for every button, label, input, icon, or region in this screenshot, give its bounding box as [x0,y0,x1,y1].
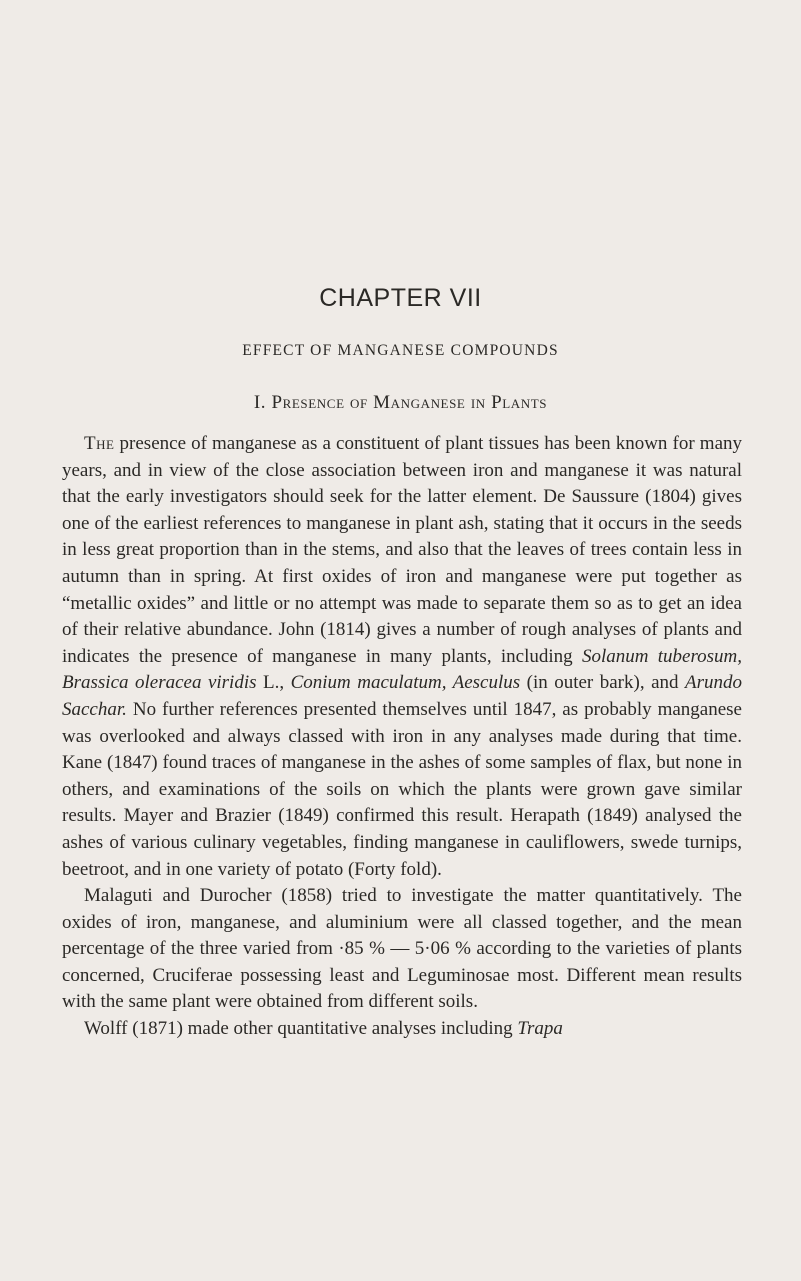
species-names: Solanum tuberosum, Brassica oleracea viridis [62,645,742,694]
chapter-title: CHAPTER VII [319,284,482,312]
species-names: Arundo Sacchar. [62,672,742,720]
species-names: Conium maculatum, Aesculus [290,672,521,694]
paragraph-3 [62,1016,742,1043]
paragraph-text: (in outer bark), and [520,672,685,694]
paragraph-2: Malaguti and Durocher (1858) tried to investigate the matter quantitatively. The oxides of iron, manganese, and aluminium were all classed together, and the mean percentage of the three varied from ·85 % — 5·06 % according to the varieties of plants concerned, Cruciferae possessing least and Leguminosae most. Different mean results with the same plant were obtained from different soils. [62,885,742,1013]
body-text [62,431,742,1043]
paragraph-text: presence of manganese as a constituent of plant tissues has been known for many years, and in view of the close association between iron and manganese it was natural that the early investigators should seek for the latter element. De Saussure (1804) gives one of the earliest references to manganese in plant ash, stating that it occurs in the seeds in less great proportion than in the stems, and also that the leaves of trees contain less in autumn than in spring. At first oxides of iron and manganese were put together as “metallic oxides” and little or no attempt was made to separate them so as to get an idea of their relative abundance. John (1814) gives a number of rough analyses of plants and indicates the presence of manganese in many plants, including [62,433,742,667]
paragraph-text: Wolff (1871) made other quantitative analyses including [84,1018,518,1040]
subsection-title: I. Presence of Manganese in Plants [253,392,548,413]
species-names: Trapa [517,1018,563,1040]
paragraph-1 [62,431,742,883]
paragraph-lead-word: The [84,433,115,454]
paragraph-text: L., [256,672,291,694]
section-title: EFFECT OF MANGANESE COMPOUNDS [242,342,559,359]
paragraph-text: No further references presented themselves until 1847, as probably manganese was overlooked and always classed with iron in any analyses made during that time. Kane (1847) found traces of manganese in the ashes of some samples of flax, but none in others, and examinations of the soils on which the plants were grown gave similar results. Mayer and Brazier (1849) confirmed this result. Herapath (1849) analysed the ashes of various culinary vegetables, finding manganese in cauliflowers, swede turnips, beetroot, and in one variety of potato (Forty fold). [62,698,742,880]
